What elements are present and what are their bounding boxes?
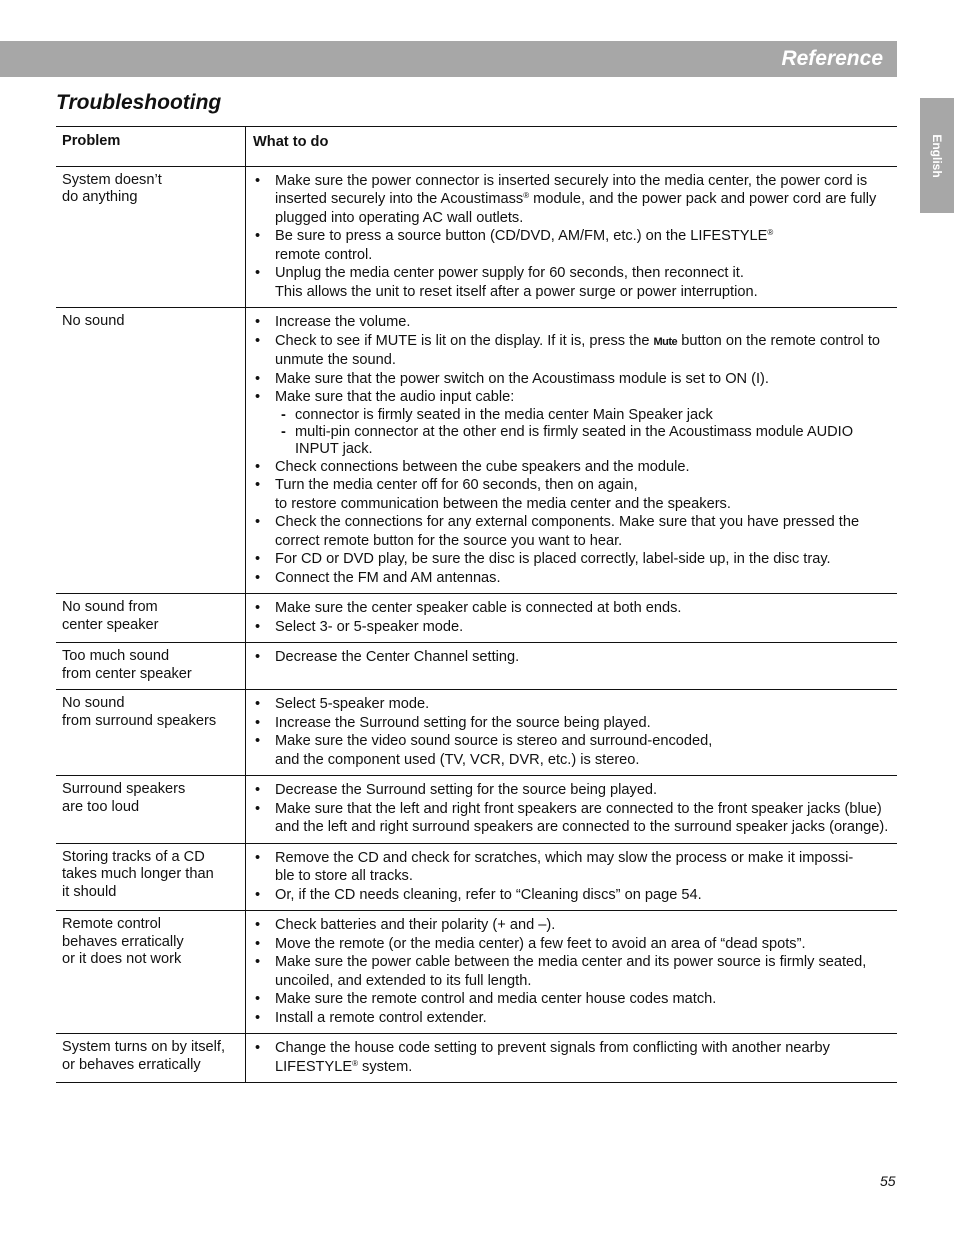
problem-cell: No sound from center speaker: [56, 594, 246, 643]
sub-item: - connector is firmly seated in the media center Main Speaker jack: [275, 407, 891, 424]
action-list: [253, 695, 891, 769]
action-text: Make sure the power cable between the media center and its power source is firmly seated, uncoiled, and extended to its full length.: [275, 954, 867, 989]
action-list: [253, 849, 891, 905]
problem-cell: No sound: [56, 308, 246, 594]
action-list: [253, 781, 891, 837]
action-text: Make sure that the left and right front speakers are connected to the front speaker jacks (blue) and the left and right surround speakers are connected to the surround speaker jacks (orange).: [275, 800, 889, 835]
action-text: button on the remote control to unmute the sound.: [275, 332, 880, 368]
action-item: [253, 916, 891, 935]
action-item: [253, 264, 891, 301]
action-item: [253, 953, 891, 990]
action-text: Decrease the Surround setting for the source being played.: [275, 782, 658, 798]
action-cell: [246, 911, 898, 1034]
action-list: [253, 313, 891, 587]
action-text: Check to see if MUTE is lit on the display. If it is, press the: [275, 332, 654, 349]
problem-cell: Surround speakers are too loud: [56, 776, 246, 844]
column-header-what-to-do: What to do: [253, 134, 329, 150]
action-item: [253, 227, 891, 264]
action-text: Select 3- or 5-speaker mode.: [275, 618, 464, 635]
action-text: module, and the power pack and power cord are fully plugged into operating AC wall outlets.: [275, 191, 877, 226]
action-item: [253, 599, 891, 618]
table-row: [56, 843, 897, 911]
table-row: [56, 911, 897, 1034]
action-item: [253, 886, 891, 905]
action-item: [253, 935, 891, 954]
action-list: [253, 648, 891, 667]
problem-cell: Storing tracks of a CD takes much longer than it should: [56, 843, 246, 911]
action-text: Install a remote control extender.: [275, 1009, 487, 1026]
action-item: [253, 370, 891, 389]
registered-mark: ®: [352, 1058, 358, 1068]
action-text: Check the connections for any external components. Make sure that you have pressed the correct remote button for the source you want to hear.: [275, 514, 860, 549]
action-text: ble to store all tracks.: [275, 868, 413, 884]
action-list: [253, 172, 891, 302]
sub-list: [275, 407, 891, 458]
problem-cell: No sound from surround speakers: [56, 690, 246, 776]
problem-cell: System turns on by itself, or behaves erratically: [56, 1034, 246, 1083]
table-header-row: [56, 127, 897, 167]
table-row: [56, 308, 897, 594]
table-body: [56, 166, 897, 1083]
action-text: Increase the Surround setting for the source being played.: [275, 714, 651, 731]
action-cell: [246, 594, 898, 643]
table-row: [56, 1034, 897, 1083]
action-text: Check batteries and their polarity (+ and –).: [275, 917, 556, 933]
action-text: LIFESTYLE: [275, 1058, 353, 1075]
action-text-line: [275, 246, 891, 265]
language-tab-label: English: [930, 133, 944, 178]
action-item: [253, 513, 891, 550]
sub-item: - multi-pin connector at the other end is firmly seated in the Acoustimass module AUDIO INPUT jack.: [275, 424, 891, 458]
action-text: remote control.: [275, 246, 373, 263]
column-header-problem: Problem: [56, 127, 246, 167]
action-text: Increase the volume.: [275, 314, 411, 330]
action-text: Check connections between the cube speakers and the module.: [275, 458, 690, 475]
action-cell: [246, 690, 898, 776]
registered-mark: ®: [523, 191, 530, 200]
action-text: For CD or DVD play, be sure the disc is placed correctly, label-side up, in the disc tray.: [275, 551, 831, 567]
action-item: [253, 458, 891, 477]
action-item: [253, 714, 891, 733]
section-title: Reference: [781, 47, 883, 70]
page-title: Troubleshooting: [56, 91, 222, 114]
action-item: [253, 313, 891, 332]
table-row: [56, 643, 897, 690]
action-text: Make sure that the audio input cable:: [275, 389, 515, 405]
action-item: [253, 569, 891, 588]
action-text-line: [275, 751, 891, 770]
action-cell: [246, 643, 898, 690]
section-header-bar: [0, 41, 897, 77]
action-item: [253, 849, 891, 886]
action-text: Make sure the center speaker cable is connected at both ends.: [275, 600, 682, 616]
action-item: [253, 332, 891, 370]
action-cell: [246, 843, 898, 911]
action-text: Connect the FM and AM antennas.: [275, 569, 501, 586]
action-text: Make sure the remote control and media center house codes match.: [275, 991, 717, 1007]
action-item: [253, 172, 891, 228]
action-text-line: [275, 867, 891, 886]
action-item: [253, 1009, 891, 1028]
action-text-line: [275, 283, 891, 302]
troubleshooting-table: [56, 126, 897, 1083]
action-text: Select 5-speaker mode.: [275, 696, 430, 712]
action-text: Change the house code setting to prevent signals from conflicting with another nearby: [275, 1040, 830, 1056]
action-item: [253, 388, 891, 458]
table-row: [56, 594, 897, 643]
action-text-line: [275, 1058, 891, 1077]
action-item: [253, 476, 891, 513]
action-text: Make sure the power connector is inserted securely into the media center, the power cord is inserted securely into the Acoustimass: [275, 172, 868, 207]
action-text-line: [275, 495, 891, 514]
action-list: [253, 916, 891, 1027]
problem-cell: Remote control behaves erratically or it does not work: [56, 911, 246, 1034]
action-text: Decrease the Center Channel setting.: [275, 649, 520, 665]
action-item: [253, 618, 891, 637]
language-tab: [920, 98, 954, 213]
action-item: [253, 990, 891, 1009]
action-text: This allows the unit to reset itself after a power surge or power interruption.: [275, 283, 758, 300]
action-text: Or, if the CD needs cleaning, refer to “Cleaning discs” on page 54.: [275, 886, 702, 903]
action-item: [253, 695, 891, 714]
action-cell: [246, 308, 898, 594]
registered-mark: ®: [767, 228, 774, 237]
action-text: system.: [357, 1058, 413, 1075]
action-item: [253, 781, 891, 800]
action-text: Remove the CD and check for scratches, which may slow the process or make it impossi-: [275, 849, 854, 866]
action-item: [253, 1039, 891, 1076]
action-item: [253, 732, 891, 769]
action-text: Make sure that the power switch on the Acoustimass module is set to ON (I).: [275, 370, 769, 387]
mute-button-label: Mute: [653, 335, 678, 348]
action-item: [253, 648, 891, 667]
action-cell: [246, 776, 898, 844]
table-row: [56, 166, 897, 308]
page-number: 55: [880, 1173, 896, 1189]
action-text: Make sure the video sound source is stereo and surround-encoded,: [275, 733, 713, 749]
table-row: [56, 776, 897, 844]
action-item: [253, 800, 891, 837]
action-text: Be sure to press a source button (CD/DVD, AM/FM, etc.) on the LIFESTYLE: [275, 228, 768, 244]
action-text: and the component used (TV, VCR, DVR, etc.) is stereo.: [275, 751, 640, 768]
action-text: to restore communication between the media center and the speakers.: [275, 495, 731, 512]
action-text: Unplug the media center power supply for 60 seconds, then reconnect it.: [275, 265, 744, 281]
action-list: [253, 599, 891, 636]
problem-cell: System doesn’t do anything: [56, 166, 246, 308]
table-row: [56, 690, 897, 776]
action-text: Move the remote (or the media center) a few feet to avoid an area of “dead spots”.: [275, 935, 806, 952]
action-list: [253, 1039, 891, 1076]
action-cell: [246, 166, 898, 308]
problem-cell: Too much sound from center speaker: [56, 643, 246, 690]
action-text: Turn the media center off for 60 seconds, then on again,: [275, 477, 638, 493]
action-cell: [246, 1034, 898, 1083]
action-item: [253, 550, 891, 569]
